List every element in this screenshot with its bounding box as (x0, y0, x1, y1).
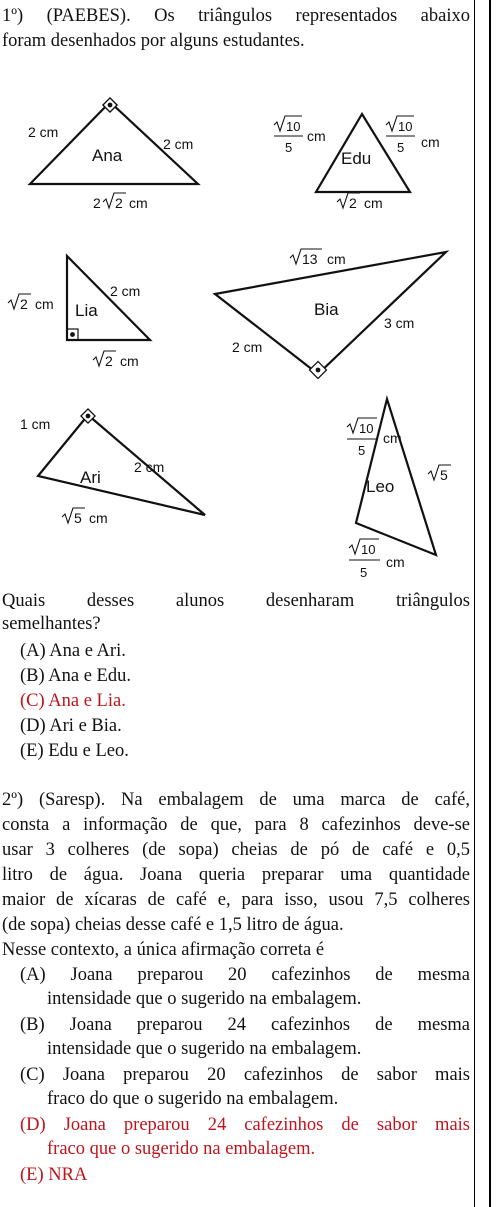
edu-bottom-rad: 2 (349, 195, 357, 211)
edu-left-num: 10 (286, 119, 301, 134)
triangles-figure (0, 78, 458, 588)
lia-hyp: 2 cm (110, 283, 141, 299)
ana-side-right: 2 cm (163, 136, 194, 152)
lia-label: Lia (75, 301, 98, 320)
edu-right-num: 10 (398, 119, 413, 134)
q1-option-a[interactable]: (A) Ana e Ari. (20, 641, 126, 661)
lia-left-unit: cm (35, 296, 54, 312)
q1-option-d[interactable]: (D) Ari e Bia. (20, 716, 122, 736)
edu-left-den: 5 (285, 140, 293, 155)
bia-right: 3 cm (384, 315, 415, 331)
lia-bottom-unit: cm (120, 353, 139, 369)
q2-option-a-cont: intensidade que o sugerido na embalagem. (47, 989, 362, 1009)
ari-side-right: 2 cm (134, 459, 165, 475)
bia-left: 2 cm (232, 339, 263, 355)
q2-option-b-cont: intensidade que o sugerido na embalagem. (47, 1039, 362, 1059)
q1-option-e[interactable]: (E) Edu e Leo. (20, 741, 129, 761)
leo-bottom-num: 10 (361, 542, 376, 557)
q2-option-a[interactable]: (A) Joana preparou 20 cafezinhos de mesma (20, 965, 470, 985)
q2-option-d[interactable]: (D) Joana preparou 24 cafezinhos de sabor mais (20, 1115, 470, 1135)
q2-line2: consta a informação de que, para 8 cafezinhos deve-se (2, 815, 470, 835)
ari-label: Ari (80, 468, 101, 487)
edu-right-unit: cm (421, 134, 440, 150)
q1-option-b[interactable]: (B) Ana e Edu. (20, 666, 131, 686)
page-border-inner (474, 0, 475, 1207)
ana-label: Ana (92, 146, 123, 165)
q2-line1: 2º) (Saresp). Na embalagem de uma marca de café, (2, 790, 470, 810)
q2-option-e[interactable]: (E) NRA (20, 1165, 88, 1185)
lia-left-rad: 2 (20, 296, 28, 312)
q2-option-d-cont: fraco que o sugerido na embalagem. (47, 1139, 316, 1159)
bia-label: Bia (314, 300, 339, 319)
page-border-outer (489, 0, 491, 1207)
edu-left-unit: cm (307, 128, 326, 144)
ana-rad: 2 (115, 195, 123, 211)
q1-line2: foram desenhados por alguns estudantes. (2, 31, 305, 51)
q2-line3: usar 3 colheres (de sopa) cheias de pó de café e 0,5 (2, 840, 470, 860)
q2-line6: (de sopa) cheias desse café e 1,5 litro de água. (2, 915, 344, 935)
ari-side-left: 1 cm (20, 416, 51, 432)
q1-question-line2: semelhantes? (2, 614, 101, 634)
ari-bottom-rad: 5 (74, 510, 82, 526)
lia-bottom-rad: 2 (105, 353, 113, 369)
leo-top-den: 5 (358, 443, 366, 458)
leo-right-rad: 5 (440, 467, 448, 483)
leo-top-unit: cm (383, 430, 402, 446)
bia-top-rad: 13 (302, 251, 318, 267)
q2-line5: maior de xícaras de café e, para isso, usou 7,5 colheres (2, 890, 470, 910)
leo-bottom-den: 5 (360, 565, 368, 580)
edu-bottom-unit: cm (364, 195, 383, 211)
ana-coef: 2 (93, 195, 101, 211)
bia-top-unit: cm (327, 251, 346, 267)
leo-bottom-unit: cm (386, 554, 405, 570)
ana-side-left: 2 cm (28, 124, 59, 140)
edu-right-den: 5 (397, 140, 405, 155)
ari-bottom-unit: cm (89, 510, 108, 526)
q2-option-c[interactable]: (C) Joana preparou 20 cafezinhos de sabor mais (20, 1065, 470, 1085)
q1-question-line1: Quais desses alunos desenharam triângulos (2, 591, 470, 611)
leo-label: Leo (366, 477, 395, 496)
q1-option-c[interactable]: (C) Ana e Lia. (20, 691, 126, 711)
q2-option-c-cont: fraco do que o sugerido na embalagem. (47, 1089, 339, 1109)
q2-line4: litro de água. Joana queria preparar uma quantidade (2, 865, 470, 885)
ana-unit: cm (129, 195, 148, 211)
q2-option-b[interactable]: (B) Joana preparou 24 cafezinhos de mesma (20, 1015, 470, 1035)
q1-line1: 1º) (PAEBES). Os triângulos representados abaixo (2, 6, 470, 26)
q2-prompt: Nesse contexto, a única afirmação correta é (2, 940, 325, 960)
leo-top-num: 10 (359, 421, 374, 436)
edu-label: Edu (341, 149, 372, 168)
